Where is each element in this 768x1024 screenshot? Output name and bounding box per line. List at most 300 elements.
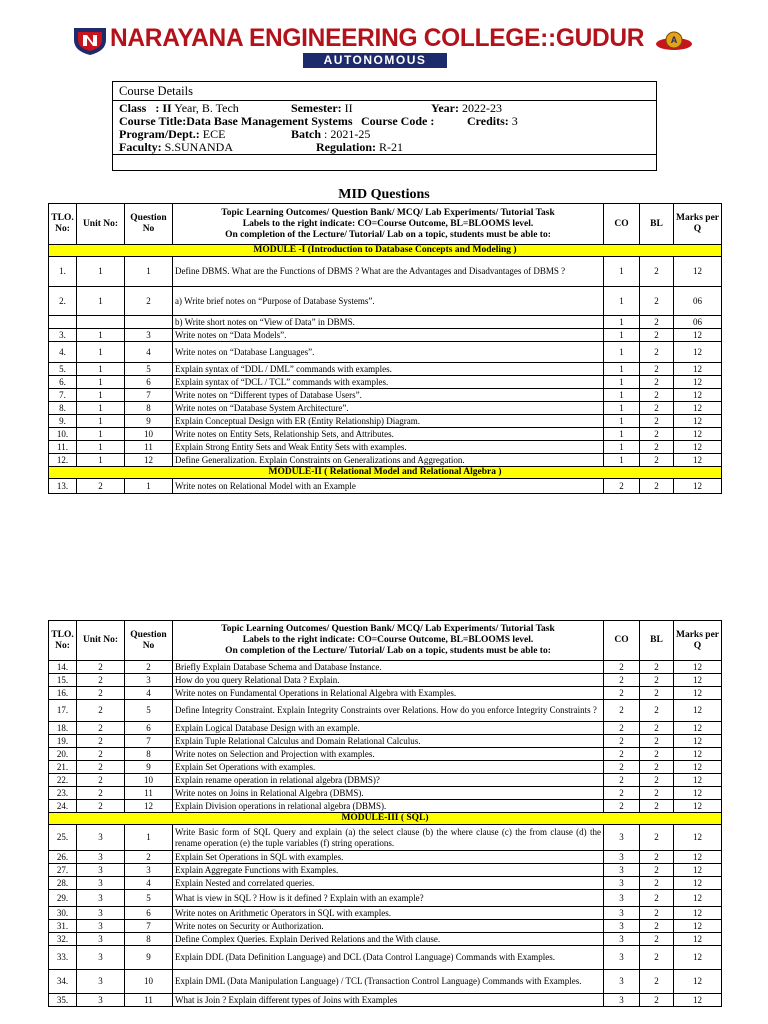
header-co: CO — [604, 621, 640, 661]
table-row — [49, 890, 722, 907]
unit-cell: 1 — [77, 363, 125, 376]
co-cell: 3 — [604, 825, 640, 851]
bl-cell: 2 — [640, 890, 674, 907]
table-row — [49, 454, 722, 467]
semester-value: II — [341, 101, 353, 115]
unit-cell: 3 — [77, 851, 125, 864]
unit-cell: 3 — [77, 907, 125, 920]
header-topic-line3: On completion of the Lecture/ Tutorial/ Lab on a topic, students must be able to: — [225, 646, 551, 656]
tlo-cell: 28. — [49, 877, 77, 890]
table-row — [49, 994, 722, 1007]
credits-label: Credits: — [467, 114, 509, 128]
table-row — [49, 661, 722, 674]
table-row — [49, 415, 722, 428]
tlo-cell: 13. — [49, 479, 77, 494]
mid-questions-table-2 — [48, 620, 722, 1007]
co-cell: 2 — [604, 800, 640, 813]
tlo-cell: 31. — [49, 920, 77, 933]
topic-cell: Define Integrity Constraint. Explain Integrity Constraints over Relations. How do you enforce Integrity Constraints ? — [173, 700, 604, 722]
topic-cell: What is Join ? Explain different types of Joins with Examples — [173, 994, 604, 1007]
marks-cell: 12 — [674, 363, 722, 376]
table-row — [49, 787, 722, 800]
bl-cell: 2 — [640, 687, 674, 700]
credits-value: 3 — [508, 114, 518, 128]
tlo-cell: 34. — [49, 970, 77, 994]
table-row — [49, 441, 722, 454]
marks-cell: 12 — [674, 800, 722, 813]
header-bl: BL — [640, 204, 674, 245]
unit-cell: 2 — [77, 687, 125, 700]
co-cell: 3 — [604, 907, 640, 920]
bl-cell: 2 — [640, 287, 674, 316]
unit-cell: 3 — [77, 825, 125, 851]
unit-cell: 1 — [77, 428, 125, 441]
bl-cell: 2 — [640, 851, 674, 864]
topic-cell: How do you query Relational Data ? Explain. — [173, 674, 604, 687]
header-topic-line2: Labels to the right indicate: CO=Course Outcome, BL=BLOOMS level. — [242, 218, 534, 229]
unit-cell: 2 — [77, 661, 125, 674]
marks-cell: 12 — [674, 479, 722, 494]
marks-cell: 12 — [674, 851, 722, 864]
mid-questions-title: MID Questions — [338, 187, 430, 202]
bl-cell: 2 — [640, 454, 674, 467]
topic-cell: a) Write brief notes on “Purpose of Database Systems”. — [173, 287, 604, 316]
bl-cell: 2 — [640, 994, 674, 1007]
table-header-row — [49, 204, 722, 245]
co-cell: 3 — [604, 877, 640, 890]
question-no-cell: 6 — [125, 907, 173, 920]
table-row — [49, 933, 722, 946]
unit-cell: 2 — [77, 674, 125, 687]
marks-cell: 12 — [674, 402, 722, 415]
header-unit: Unit No: — [77, 621, 125, 661]
tlo-cell: 35. — [49, 994, 77, 1007]
table-row — [49, 389, 722, 402]
table-row — [49, 748, 722, 761]
topic-cell: Explain DML (Data Manipulation Language) / TCL (Transaction Control Language) Commands with Examples. — [173, 970, 604, 994]
marks-cell: 12 — [674, 342, 722, 363]
program-label: Program/Dept.: — [119, 127, 200, 141]
topic-cell: Explain Aggregate Functions with Examples. — [173, 864, 604, 877]
co-cell: 3 — [604, 946, 640, 970]
topic-cell: Explain Tuple Relational Calculus and Domain Relational Calculus. — [173, 735, 604, 748]
course-title-label: Course Title: — [119, 114, 187, 128]
question-no-cell: 6 — [125, 376, 173, 389]
header-tlo: TLO. No: — [49, 204, 77, 245]
topic-cell: Explain rename operation in relational algebra (DBMS)? — [173, 774, 604, 787]
table-row — [49, 825, 722, 851]
tlo-cell: 18. — [49, 722, 77, 735]
bl-cell: 2 — [640, 661, 674, 674]
unit-cell: 2 — [77, 800, 125, 813]
topic-cell: Write notes on “Data Models”. — [173, 329, 604, 342]
co-cell: 1 — [604, 415, 640, 428]
co-cell: 3 — [604, 933, 640, 946]
question-no-cell: 12 — [125, 800, 173, 813]
table-row — [49, 722, 722, 735]
tlo-cell: 3. — [49, 329, 77, 342]
class-label: Class — [119, 101, 147, 115]
table-row — [49, 864, 722, 877]
question-no-cell: 8 — [125, 748, 173, 761]
table-row — [49, 376, 722, 389]
question-no-cell: 5 — [125, 700, 173, 722]
topic-cell: Define Complex Queries. Explain Derived Relations and the With clause. — [173, 933, 604, 946]
table-row — [49, 970, 722, 994]
unit-cell: 3 — [77, 970, 125, 994]
bl-cell: 2 — [640, 402, 674, 415]
question-no-cell: 3 — [125, 864, 173, 877]
naac-grade-icon — [654, 30, 694, 52]
marks-cell: 12 — [674, 257, 722, 287]
bl-cell: 2 — [640, 329, 674, 342]
topic-cell: Explain Division operations in relational algebra (DBMS). — [173, 800, 604, 813]
header-topic — [173, 204, 604, 245]
marks-cell: 12 — [674, 946, 722, 970]
batch-label: Batch — [291, 127, 321, 141]
co-cell: 2 — [604, 735, 640, 748]
marks-cell: 12 — [674, 774, 722, 787]
question-no-cell: 5 — [125, 363, 173, 376]
marks-cell: 12 — [674, 994, 722, 1007]
unit-cell: 3 — [77, 946, 125, 970]
topic-cell: Define DBMS. What are the Functions of DBMS ? What are the Advantages and Disadvantages of DBMS ? — [173, 257, 604, 287]
table-row — [49, 402, 722, 415]
co-cell: 1 — [604, 389, 640, 402]
bl-cell: 2 — [640, 722, 674, 735]
co-cell: 2 — [604, 700, 640, 722]
regulation-cell — [316, 140, 403, 155]
header-topic-line1: Topic Learning Outcomes/ Question Bank/ MCQ/ Lab Experiments/ Tutorial Task — [221, 624, 555, 634]
co-cell: 3 — [604, 994, 640, 1007]
co-cell: 2 — [604, 761, 640, 774]
unit-cell: 1 — [77, 257, 125, 287]
question-no-cell: 7 — [125, 389, 173, 402]
bl-cell: 2 — [640, 877, 674, 890]
header-marks: Marks per Q — [674, 204, 722, 245]
marks-cell: 12 — [674, 761, 722, 774]
unit-cell: 2 — [77, 735, 125, 748]
tlo-cell: 9. — [49, 415, 77, 428]
unit-cell — [77, 316, 125, 329]
marks-cell: 12 — [674, 877, 722, 890]
year-value: 2022-23 — [458, 101, 502, 115]
bl-cell: 2 — [640, 774, 674, 787]
co-cell: 1 — [604, 428, 640, 441]
topic-cell: Explain syntax of “DCL / TCL” commands with examples. — [173, 376, 604, 389]
marks-cell: 12 — [674, 415, 722, 428]
tlo-cell: 8. — [49, 402, 77, 415]
question-no-cell: 11 — [125, 994, 173, 1007]
bl-cell: 2 — [640, 800, 674, 813]
question-no-cell: 8 — [125, 402, 173, 415]
table-header-row — [49, 621, 722, 661]
unit-cell: 1 — [77, 415, 125, 428]
co-cell: 2 — [604, 479, 640, 494]
bl-cell: 2 — [640, 970, 674, 994]
co-cell: 1 — [604, 257, 640, 287]
tlo-cell: 30. — [49, 907, 77, 920]
faculty-label: Faculty: — [119, 140, 162, 154]
question-no-cell: 7 — [125, 920, 173, 933]
question-no-cell: 8 — [125, 933, 173, 946]
table-row — [49, 877, 722, 890]
header-topic-line2: Labels to the right indicate: CO=Course Outcome, BL=BLOOMS level. — [242, 635, 534, 645]
marks-cell: 12 — [674, 920, 722, 933]
question-no-cell: 3 — [125, 329, 173, 342]
marks-cell: 12 — [674, 933, 722, 946]
header-co: CO — [604, 204, 640, 245]
co-cell: 2 — [604, 748, 640, 761]
table-row — [49, 287, 722, 316]
tlo-cell: 21. — [49, 761, 77, 774]
bl-cell: 2 — [640, 316, 674, 329]
unit-cell: 3 — [77, 994, 125, 1007]
unit-cell: 3 — [77, 890, 125, 907]
class-value: Year, B. Tech — [171, 101, 239, 115]
question-no-cell: 10 — [125, 428, 173, 441]
question-no-cell: 4 — [125, 687, 173, 700]
tlo-cell: 20. — [49, 748, 77, 761]
marks-cell: 12 — [674, 825, 722, 851]
co-cell: 2 — [604, 787, 640, 800]
topic-cell: Explain Set Operations in SQL with examples. — [173, 851, 604, 864]
tlo-cell: 7. — [49, 389, 77, 402]
tlo-cell: 12. — [49, 454, 77, 467]
module-heading: MODULE-II ( Relational Model and Relational Algebra ) — [49, 467, 722, 479]
bl-cell: 2 — [640, 428, 674, 441]
course-title-value: Data Base Management Systems — [186, 114, 353, 128]
module-heading: MODULE-III ( SQL) — [49, 813, 722, 825]
tlo-cell: 16. — [49, 687, 77, 700]
bl-cell: 2 — [640, 787, 674, 800]
module-heading-row — [49, 467, 722, 479]
class-value-bold: : II — [155, 101, 172, 115]
topic-cell: Explain Strong Entity Sets and Weak Entity Sets with examples. — [173, 441, 604, 454]
bl-cell: 2 — [640, 441, 674, 454]
co-cell: 1 — [604, 363, 640, 376]
module-heading: MODULE -I (Introduction to Database Concepts and Modeling ) — [49, 245, 722, 257]
header-topic-line3: On completion of the Lecture/ Tutorial/ Lab on a topic, students must be able to: — [225, 229, 551, 240]
co-cell: 3 — [604, 890, 640, 907]
question-no-cell: 2 — [125, 287, 173, 316]
year-label: Year: — [431, 101, 459, 115]
unit-cell: 2 — [77, 722, 125, 735]
regulation-label: Regulation: — [316, 140, 376, 154]
topic-cell: Write notes on Joins in Relational Algebra (DBMS). — [173, 787, 604, 800]
bl-cell: 2 — [640, 415, 674, 428]
marks-cell: 12 — [674, 454, 722, 467]
bl-cell: 2 — [640, 735, 674, 748]
bl-cell: 2 — [640, 761, 674, 774]
topic-cell: Write notes on Security or Authorization. — [173, 920, 604, 933]
topic-cell: Define Generalization. Explain Constraints on Generalizations and Aggregation. — [173, 454, 604, 467]
table-row — [49, 316, 722, 329]
topic-cell: Explain syntax of “DDL / DML” commands with examples. — [173, 363, 604, 376]
question-no-cell: 2 — [125, 661, 173, 674]
question-no-cell: 10 — [125, 970, 173, 994]
bl-cell: 2 — [640, 389, 674, 402]
tlo-cell: 22. — [49, 774, 77, 787]
question-no-cell: 2 — [125, 851, 173, 864]
tlo-cell: 11. — [49, 441, 77, 454]
topic-cell: Explain DDL (Data Definition Language) and DCL (Data Control Language) Commands with Examples. — [173, 946, 604, 970]
unit-cell: 1 — [77, 454, 125, 467]
marks-cell: 12 — [674, 376, 722, 389]
bl-cell: 2 — [640, 363, 674, 376]
header-topic-line1: Topic Learning Outcomes/ Question Bank/ MCQ/ Lab Experiments/ Tutorial Task — [221, 207, 555, 218]
topic-cell: Explain Conceptual Design with ER (Entity Relationship) Diagram. — [173, 415, 604, 428]
unit-cell: 2 — [77, 479, 125, 494]
unit-cell: 1 — [77, 329, 125, 342]
marks-cell: 12 — [674, 389, 722, 402]
marks-cell: 06 — [674, 316, 722, 329]
naac-grade-letter: A — [670, 35, 678, 45]
module-heading-row — [49, 245, 722, 257]
bl-cell: 2 — [640, 257, 674, 287]
co-cell: 1 — [604, 441, 640, 454]
unit-cell: 3 — [77, 864, 125, 877]
table-row — [49, 920, 722, 933]
unit-cell: 1 — [77, 342, 125, 363]
tlo-cell: 2. — [49, 287, 77, 316]
question-no-cell: 1 — [125, 825, 173, 851]
co-cell: 3 — [604, 970, 640, 994]
co-cell: 1 — [604, 376, 640, 389]
table-row — [49, 774, 722, 787]
unit-cell: 2 — [77, 761, 125, 774]
faculty-value: S.SUNANDA — [161, 140, 233, 154]
module-heading-row — [49, 813, 722, 825]
question-no-cell: 11 — [125, 787, 173, 800]
tlo-cell: 10. — [49, 428, 77, 441]
topic-cell: Explain Set Operations with examples. — [173, 761, 604, 774]
unit-cell: 1 — [77, 376, 125, 389]
question-no-cell: 9 — [125, 415, 173, 428]
marks-cell: 12 — [674, 661, 722, 674]
tlo-cell: 15. — [49, 674, 77, 687]
topic-cell: Write notes on Arithmetic Operators in SQL with examples. — [173, 907, 604, 920]
marks-cell: 12 — [674, 970, 722, 994]
question-no-cell: 9 — [125, 761, 173, 774]
course-code-label: Course Code : — [361, 114, 435, 128]
marks-cell: 12 — [674, 748, 722, 761]
co-cell: 1 — [604, 316, 640, 329]
co-cell: 1 — [604, 402, 640, 415]
co-cell: 2 — [604, 774, 640, 787]
unit-cell: 2 — [77, 700, 125, 722]
co-cell: 3 — [604, 864, 640, 877]
table-row — [49, 907, 722, 920]
tlo-cell: 29. — [49, 890, 77, 907]
co-cell: 1 — [604, 287, 640, 316]
table-row — [49, 342, 722, 363]
unit-cell: 1 — [77, 389, 125, 402]
mid-questions-table-1 — [48, 203, 722, 494]
marks-cell: 12 — [674, 329, 722, 342]
bl-cell: 2 — [640, 700, 674, 722]
tlo-cell: 24. — [49, 800, 77, 813]
table-row — [49, 761, 722, 774]
tlo-cell: 19. — [49, 735, 77, 748]
tlo-cell: 14. — [49, 661, 77, 674]
topic-cell: Briefly Explain Database Schema and Database Instance. — [173, 661, 604, 674]
header-question: Question No — [125, 204, 173, 245]
tlo-cell: 32. — [49, 933, 77, 946]
topic-cell: Write Basic form of SQL Query and explain (a) the select clause (b) the where clause (c) the from clause (d) the rename operation (e) the tuple variables (f) string operations. — [173, 825, 604, 851]
marks-cell: 12 — [674, 735, 722, 748]
header-bl: BL — [640, 621, 674, 661]
marks-cell: 12 — [674, 890, 722, 907]
header-unit: Unit No: — [77, 204, 125, 245]
topic-cell: What is view in SQL ? How is it defined ? Explain with an example? — [173, 890, 604, 907]
college-name: NARAYANA ENGINEERING COLLEGE::GUDUR — [110, 24, 645, 52]
table-row — [49, 946, 722, 970]
table-row — [49, 687, 722, 700]
co-cell: 2 — [604, 687, 640, 700]
question-no-cell — [125, 316, 173, 329]
marks-cell: 12 — [674, 687, 722, 700]
topic-cell: b) Write short notes on “View of Data” in DBMS. — [173, 316, 604, 329]
course-details-box — [112, 81, 657, 171]
question-no-cell: 9 — [125, 946, 173, 970]
bl-cell: 2 — [640, 674, 674, 687]
bl-cell: 2 — [640, 907, 674, 920]
table-row — [49, 800, 722, 813]
unit-cell: 3 — [77, 933, 125, 946]
topic-cell: Explain Logical Database Design with an example. — [173, 722, 604, 735]
tlo-cell: 27. — [49, 864, 77, 877]
question-no-cell: 4 — [125, 342, 173, 363]
topic-cell: Write notes on Selection and Projection with examples. — [173, 748, 604, 761]
marks-cell: 06 — [674, 287, 722, 316]
unit-cell: 1 — [77, 402, 125, 415]
tlo-cell — [49, 316, 77, 329]
question-no-cell: 4 — [125, 877, 173, 890]
co-cell: 2 — [604, 674, 640, 687]
tlo-cell: 17. — [49, 700, 77, 722]
program-value: ECE — [199, 127, 226, 141]
tlo-cell: 1. — [49, 257, 77, 287]
unit-cell: 2 — [77, 787, 125, 800]
topic-cell: Write notes on “Different types of Database Users”. — [173, 389, 604, 402]
tlo-cell: 33. — [49, 946, 77, 970]
co-cell: 3 — [604, 920, 640, 933]
header-topic — [173, 621, 604, 661]
co-cell: 1 — [604, 329, 640, 342]
table-row — [49, 735, 722, 748]
header-marks: Marks per Q — [674, 621, 722, 661]
co-cell: 1 — [604, 342, 640, 363]
marks-cell: 12 — [674, 787, 722, 800]
question-no-cell: 1 — [125, 257, 173, 287]
tlo-cell: 25. — [49, 825, 77, 851]
tlo-cell: 5. — [49, 363, 77, 376]
autonomous-badge: AUTONOMOUS — [303, 53, 447, 68]
batch-value: : 2021-25 — [321, 127, 371, 141]
unit-cell: 2 — [77, 748, 125, 761]
question-no-cell: 10 — [125, 774, 173, 787]
header-tlo: TLO. No: — [49, 621, 77, 661]
unit-cell: 3 — [77, 920, 125, 933]
question-no-cell: 5 — [125, 890, 173, 907]
marks-cell: 12 — [674, 428, 722, 441]
college-header — [0, 26, 768, 72]
unit-cell: 1 — [77, 287, 125, 316]
bl-cell: 2 — [640, 376, 674, 389]
table-row — [49, 674, 722, 687]
topic-cell: Write notes on Entity Sets, Relationship Sets, and Attributes. — [173, 428, 604, 441]
